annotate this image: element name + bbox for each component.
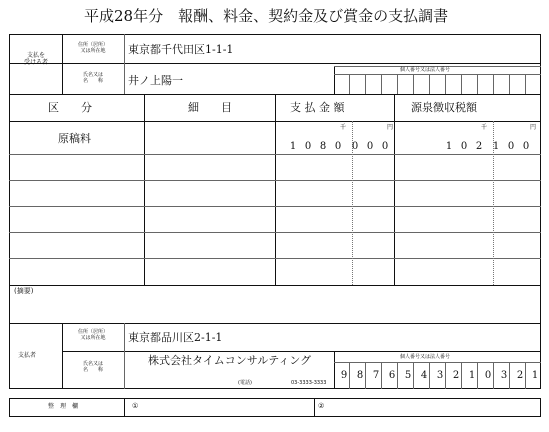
number-digit: 3 (500, 370, 508, 381)
tax-digit: 1 (445, 141, 453, 152)
column-header-tax: 源泉徴収税額 (411, 101, 477, 114)
column-header-amount: 支 払 金 額 (290, 101, 345, 114)
tax-digit: 2 (475, 141, 483, 152)
payer-name-label: 氏名又は 名 称 (82, 361, 103, 373)
payer-address-label: 住所（居所） 又は所在地 (77, 329, 108, 341)
amount-digit: 0 (334, 141, 342, 152)
amount-digit: 0 (304, 141, 312, 152)
number-digit: 4 (420, 370, 428, 381)
column-header-detail: 細 目 (188, 101, 232, 114)
tax-yen-unit: 円 (530, 124, 537, 131)
number-digit: 7 (372, 370, 380, 381)
recipient-name: 井ノ上陽一 (128, 74, 183, 87)
reference-field-2: ② (318, 402, 325, 410)
number-digit: 1 (531, 370, 539, 381)
recipient-name-label: 氏名又は 名 称 (82, 72, 103, 84)
page-title: 平成28年分 報酬、料金、契約金及び賞金の支払調書 (84, 7, 449, 25)
recipient-number-label: 個人番号又は法人番号 (400, 67, 451, 73)
amount-yen-unit: 円 (387, 124, 394, 131)
amount-digit: 1 (289, 141, 297, 152)
reference-label: 整 理 欄 (48, 403, 79, 410)
phone-label: (電話) (238, 380, 252, 386)
amount-digit: 0 (351, 141, 359, 152)
number-digit: 6 (388, 370, 396, 381)
tax-digit: 0 (460, 141, 468, 152)
recipient-address-label: 住所（居所） 又は所在地 (77, 42, 108, 54)
number-digit: 0 (484, 370, 492, 381)
number-digit: 3 (436, 370, 444, 381)
payer-address: 東京都品川区2-1-1 (128, 331, 223, 344)
number-digit: 9 (340, 370, 348, 381)
reference-field-1: ① (132, 402, 139, 410)
remarks-label: (摘要) (14, 287, 34, 295)
number-digit: 2 (452, 370, 460, 381)
reference-box (9, 398, 541, 417)
payer-number-label: 個人番号又は法人番号 (400, 354, 451, 360)
payer-name: 株式会社タイムコンサルティング (148, 354, 312, 367)
number-digit: 2 (516, 370, 524, 381)
tax-digit: 0 (522, 141, 530, 152)
recipient-section-label: 支払を 受ける者 (23, 52, 48, 66)
row-category: 原稿料 (58, 132, 91, 145)
number-digit: 1 (468, 370, 476, 381)
number-digit: 5 (404, 370, 412, 381)
amount-thousand-unit: 千 (340, 124, 347, 131)
phone-number: 03-3333-3333 (291, 380, 327, 386)
amount-digit: 8 (319, 141, 327, 152)
column-header-category: 区 分 (48, 101, 92, 114)
recipient-address: 東京都千代田区1-1-1 (128, 43, 234, 56)
payer-section-label: 支払者 (18, 352, 37, 359)
tax-thousand-unit: 千 (481, 124, 488, 131)
number-digit: 8 (356, 370, 364, 381)
amount-digit: 0 (381, 141, 389, 152)
amount-digit: 0 (366, 141, 374, 152)
tax-digit: 0 (507, 141, 515, 152)
tax-digit: 1 (492, 141, 500, 152)
